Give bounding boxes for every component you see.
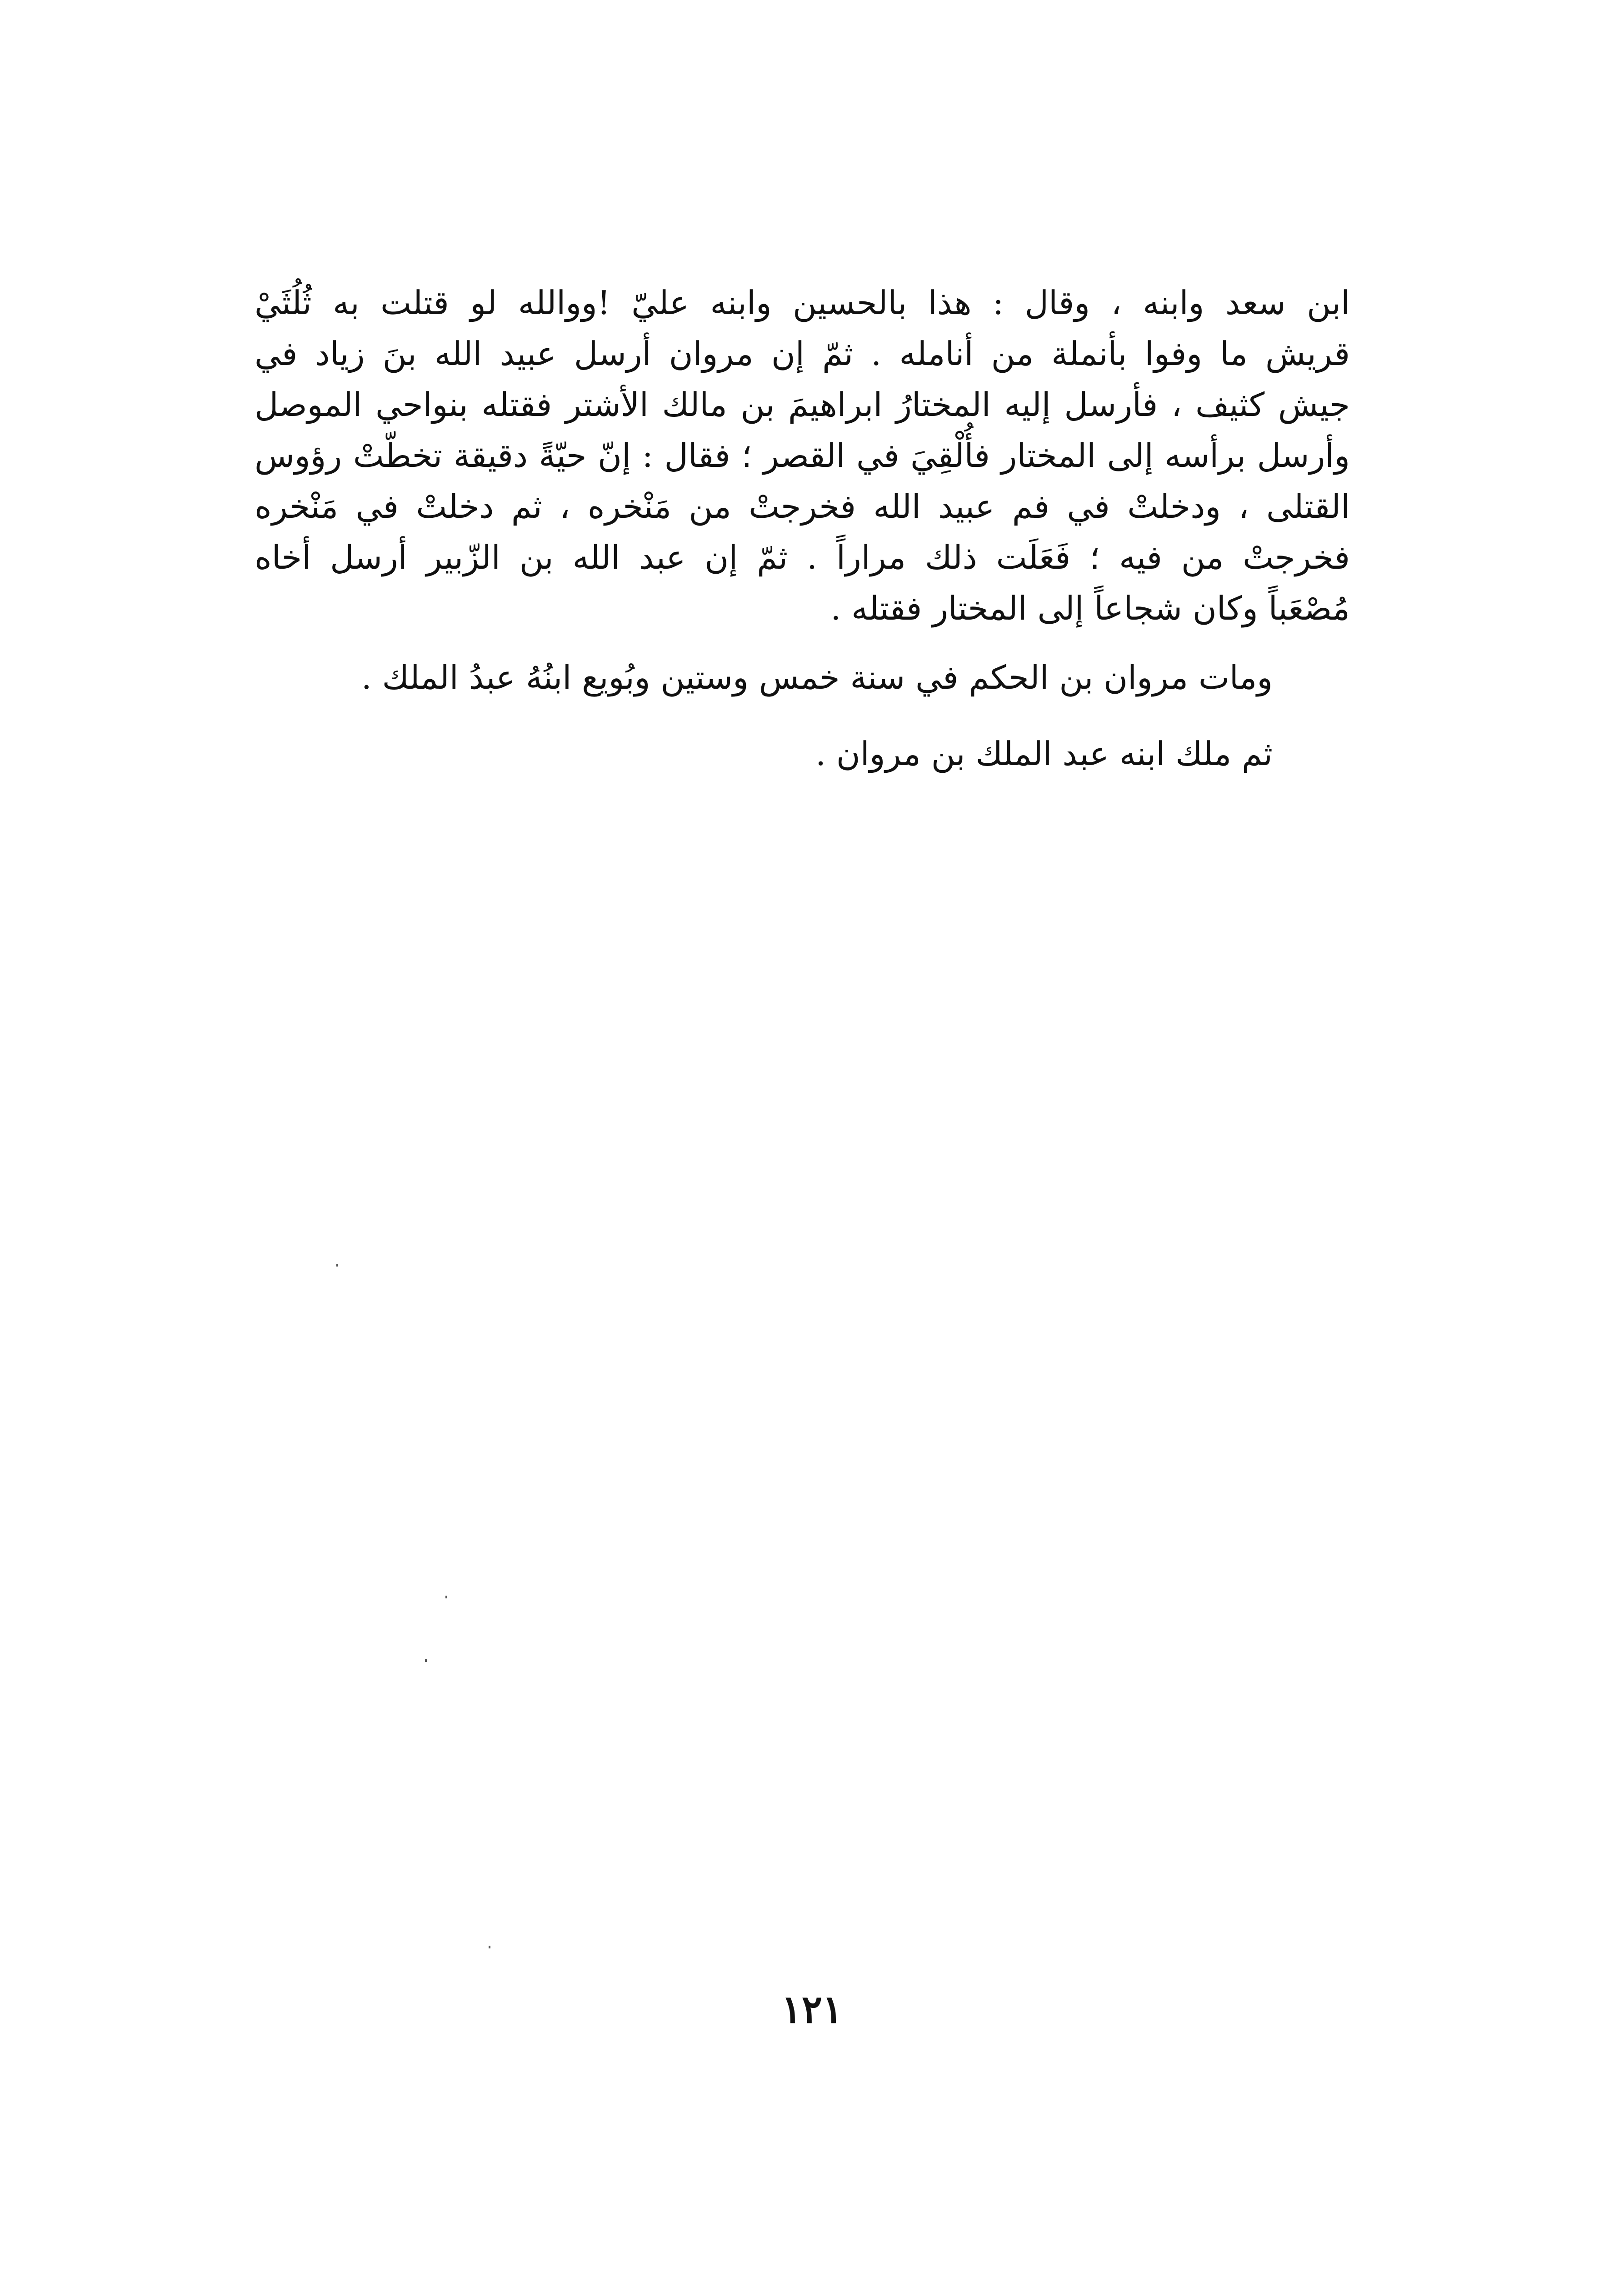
text-line: فخرجتْ من فيه ؛ فَعَلَت ذلك مراراً . ثمّ إن عبد الله بن الزّبير أرسل أخاه [255,538,1350,576]
text-line: قريش ما وفوا بأنملة من أنامله . ثمّ إن مروان أرسل عبيد الله بنَ زياد في [255,335,1350,373]
text-line: جيش كثيف ، فأرسل إليه المختارُ ابراهيمَ بن مالك الأشتر فقتله بنواحي الموصل [255,386,1350,424]
scan-speck [489,1946,490,1948]
scan-speck [425,1659,427,1662]
scan-speck [445,1596,447,1598]
paragraph-1 [255,277,1350,634]
page-number: ١٢١ [781,1987,843,2032]
text-line: ثم ملك ابنه عبد الملك بن مروان . [815,735,1273,773]
text-line: مُصْعَباً وكان شجاعاً إلى المختار فقتله . [830,589,1350,627]
body-text [255,277,1350,779]
text-line: ومات مروان بن الحكم في سنة خمس وستين وبُويع ابنُهُ عبدُ الملك . [361,658,1273,696]
text-line: ابن سعد وابنه ، وقال : هذا بالحسين وابنه عليّ !ووالله لو قتلت به ثُلُثَيْ [255,284,1350,322]
text-line: وأرسل برأسه إلى المختار فأُلْقِيَ في القصر ؛ فقال : إنّ حيّةً دقيقة تخطّتْ رؤوس [255,436,1350,475]
scan-speck [336,1264,338,1267]
paragraph-3 [255,728,1350,779]
paragraph-2 [255,652,1350,703]
text-line: القتلى ، ودخلتْ في فم عبيد الله فخرجتْ من مَنْخره ، ثم دخلتْ في مَنْخره [255,487,1350,526]
